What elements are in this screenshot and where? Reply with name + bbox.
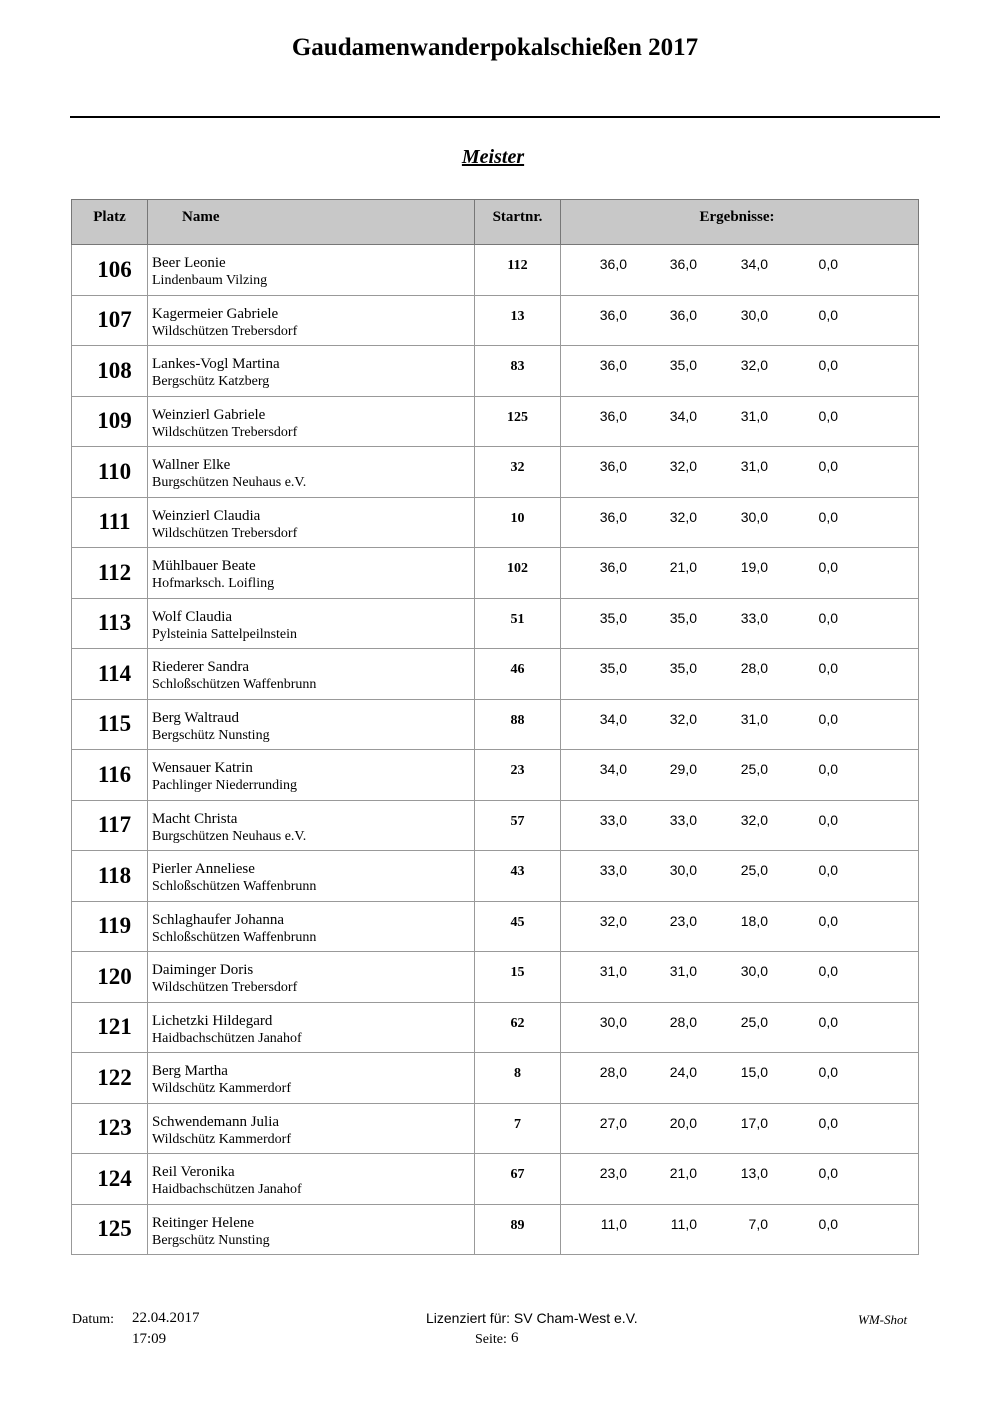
result-value-1: 11,0: [600, 1215, 627, 1232]
result-value-4: 0,0: [818, 660, 838, 676]
table-row: [72, 396, 919, 447]
results-cell: [561, 1002, 919, 1053]
shooter-name: Mühlbauer Beate: [152, 558, 256, 574]
results-cell: [561, 548, 919, 599]
start-number-cell: 125: [475, 396, 561, 447]
rank-cell: 123: [72, 1103, 148, 1154]
table-row: [72, 1053, 919, 1104]
table-row: [72, 851, 919, 902]
shooter-name: Beer Leonie: [152, 255, 226, 271]
rank-cell: 114: [72, 649, 148, 700]
name-cell: [148, 245, 475, 296]
table-row: [72, 497, 919, 548]
results-cell: [561, 1154, 919, 1205]
shooter-name: Riederer Sandra: [152, 659, 250, 675]
name-cell: [148, 1103, 475, 1154]
start-number-cell: 88: [475, 699, 561, 750]
name-cell: [148, 800, 475, 851]
shooter-name: Weinzierl Claudia: [152, 507, 261, 524]
start-number-cell: 32: [475, 447, 561, 498]
results-cell: [561, 1204, 919, 1255]
result-value-3: 34,0: [740, 256, 768, 272]
rank-cell: 116: [72, 750, 148, 801]
start-number-cell: 8: [475, 1053, 561, 1104]
result-value-3: 18,0: [740, 912, 768, 929]
rank-cell: 111: [72, 497, 148, 548]
table-row: [72, 245, 919, 296]
name-cell: [148, 851, 475, 902]
page-title: Gaudamenwanderpokalschießen 2017: [291, 34, 699, 61]
name-cell: [148, 699, 475, 750]
start-number-cell: 89: [475, 1204, 561, 1255]
footer-software: WM-Shot: [858, 1312, 908, 1327]
result-value-3: 30,0: [740, 306, 768, 323]
result-value-3: 32,0: [740, 357, 768, 373]
result-value-3: 25,0: [740, 862, 768, 878]
table-row: [72, 1154, 919, 1205]
results-cell: [561, 800, 919, 851]
rank-cell: 110: [72, 447, 148, 498]
start-number-cell: 45: [475, 901, 561, 952]
result-value-4: 0,0: [818, 1215, 838, 1232]
start-number-cell: 51: [475, 598, 561, 649]
result-value-1: 23,0: [599, 1165, 627, 1181]
result-value-3: 7,0: [748, 1215, 768, 1232]
results-cell: [561, 952, 919, 1003]
result-value-2: 29,0: [669, 761, 697, 777]
table-row: [72, 346, 919, 397]
result-value-2: 24,0: [669, 1064, 697, 1080]
name-cell: [148, 649, 475, 700]
result-value-2: 34,0: [669, 407, 697, 424]
table-row: [72, 598, 919, 649]
result-value-1: 33,0: [599, 811, 627, 828]
footer-page-label: Seite:: [475, 1332, 507, 1347]
result-value-1: 35,0: [599, 609, 627, 626]
results-cell: [561, 447, 919, 498]
result-value-4: 0,0: [818, 862, 838, 878]
shooter-name: Lankes-Vogl Martina: [152, 356, 280, 372]
results-cell: [561, 396, 919, 447]
shooter-name: Macht Christa: [152, 810, 238, 827]
result-value-2: 31,0: [669, 963, 697, 979]
result-value-1: 36,0: [599, 306, 627, 323]
result-value-4: 0,0: [818, 811, 838, 828]
title-divider: [70, 116, 940, 118]
column-header-name: Name: [148, 200, 475, 245]
club-name: Burgschützen Neuhaus e.V.: [152, 475, 307, 490]
results-cell: [561, 901, 919, 952]
club-name: Schloßschützen Waffenbrunn: [152, 677, 317, 692]
start-number-cell: 46: [475, 649, 561, 700]
result-value-2: 36,0: [669, 256, 697, 272]
result-value-4: 0,0: [818, 458, 838, 474]
result-value-4: 0,0: [818, 761, 838, 777]
start-number-cell: 7: [475, 1103, 561, 1154]
table-row: [72, 649, 919, 700]
result-value-1: 33,0: [599, 862, 627, 878]
result-value-1: 34,0: [599, 710, 627, 727]
results-cell: [561, 295, 919, 346]
results-cell: [561, 750, 919, 801]
start-number-cell: 102: [475, 548, 561, 599]
result-value-2: 33,0: [669, 811, 697, 828]
rank-cell: 121: [72, 1002, 148, 1053]
results-cell: [561, 346, 919, 397]
result-value-1: 36,0: [599, 559, 627, 575]
start-number-cell: 112: [475, 245, 561, 296]
name-cell: [148, 901, 475, 952]
name-cell: [148, 447, 475, 498]
name-cell: [148, 396, 475, 447]
result-value-3: 31,0: [740, 458, 768, 474]
footer-date: 22.04.2017: [132, 1310, 200, 1326]
result-value-3: 25,0: [740, 761, 768, 777]
table-row: [72, 1103, 919, 1154]
table-header: [72, 200, 919, 245]
shooter-name: Schwendemann Julia: [152, 1113, 280, 1130]
table-row: [72, 295, 919, 346]
column-header-startnr: Startnr.: [475, 200, 561, 245]
start-number-cell: 23: [475, 750, 561, 801]
rank-cell: 120: [72, 952, 148, 1003]
result-value-4: 0,0: [818, 256, 838, 272]
rank-cell: 117: [72, 800, 148, 851]
club-name: Wildschütz Kammerdorf: [152, 1081, 292, 1096]
footer-time: 17:09: [132, 1331, 167, 1347]
shooter-name: Schlaghaufer Johanna: [152, 911, 285, 928]
club-name: Wildschütz Kammerdorf: [152, 1131, 292, 1147]
result-value-2: 23,0: [669, 912, 697, 929]
club-name: Wildschützen Trebersdorf: [152, 525, 298, 541]
name-cell: [148, 548, 475, 599]
footer-date-label: Datum:: [72, 1312, 114, 1327]
result-value-3: 17,0: [740, 1114, 768, 1131]
result-value-4: 0,0: [818, 1013, 838, 1030]
rank-cell: 124: [72, 1154, 148, 1205]
rank-cell: 106: [72, 245, 148, 296]
result-value-1: 34,0: [599, 761, 627, 777]
rank-cell: 122: [72, 1053, 148, 1104]
result-value-4: 0,0: [818, 963, 838, 979]
club-name: Hofmarksch. Loifling: [152, 576, 275, 591]
table-row: [72, 1002, 919, 1053]
club-name: Wildschützen Trebersdorf: [152, 980, 298, 995]
shooter-name: Daiminger Doris: [152, 962, 254, 978]
result-value-3: 30,0: [740, 508, 768, 525]
shooter-name: Berg Martha: [152, 1063, 228, 1079]
result-value-1: 36,0: [599, 357, 627, 373]
club-name: Bergschütz Nunsting: [152, 1232, 270, 1248]
start-number-cell: 67: [475, 1154, 561, 1205]
start-number-cell: 43: [475, 851, 561, 902]
result-value-1: 35,0: [599, 660, 627, 676]
result-value-2: 30,0: [669, 862, 697, 878]
result-value-2: 11,0: [670, 1215, 697, 1232]
start-number-cell: 15: [475, 952, 561, 1003]
start-number-cell: 62: [475, 1002, 561, 1053]
start-number-cell: 83: [475, 346, 561, 397]
result-value-3: 28,0: [740, 660, 768, 676]
shooter-name: Pierler Anneliese: [152, 861, 255, 877]
result-value-3: 31,0: [740, 710, 768, 727]
results-cell: [561, 649, 919, 700]
start-number-cell: 13: [475, 295, 561, 346]
result-value-4: 0,0: [818, 407, 838, 424]
start-number-cell: 10: [475, 497, 561, 548]
results-cell: [561, 1103, 919, 1154]
column-header-platz: Platz: [72, 200, 148, 245]
column-header-ergebnisse: Ergebnisse:: [561, 200, 919, 245]
results-cell: [561, 598, 919, 649]
result-value-4: 0,0: [818, 1165, 838, 1181]
table-row: [72, 548, 919, 599]
shooter-name: Reil Veronika: [152, 1164, 235, 1180]
table-body: [72, 245, 919, 1255]
name-cell: [148, 1002, 475, 1053]
shooter-name: Lichetzki Hildegard: [152, 1012, 273, 1029]
name-cell: [148, 750, 475, 801]
result-value-1: 31,0: [599, 963, 627, 979]
result-value-2: 28,0: [669, 1013, 697, 1030]
result-value-1: 36,0: [599, 407, 627, 424]
rank-cell: 109: [72, 396, 148, 447]
result-value-2: 35,0: [669, 357, 697, 373]
club-name: Bergschütz Nunsting: [152, 727, 270, 743]
results-cell: [561, 497, 919, 548]
result-value-1: 28,0: [599, 1064, 627, 1080]
result-value-2: 35,0: [669, 609, 697, 626]
start-number-cell: 57: [475, 800, 561, 851]
result-value-4: 0,0: [818, 559, 838, 575]
name-cell: [148, 1154, 475, 1205]
club-name: Pachlinger Niederrunding: [152, 778, 298, 793]
rank-cell: 112: [72, 548, 148, 599]
rank-cell: 119: [72, 901, 148, 952]
result-value-1: 36,0: [599, 458, 627, 474]
result-value-2: 35,0: [669, 660, 697, 676]
shooter-name: Wolf Claudia: [152, 608, 233, 625]
result-value-3: 25,0: [740, 1013, 768, 1030]
result-value-2: 21,0: [669, 559, 697, 575]
header-row: [72, 200, 919, 245]
club-name: Wildschützen Trebersdorf: [152, 424, 298, 440]
results-cell: [561, 245, 919, 296]
result-value-2: 20,0: [669, 1114, 697, 1131]
shooter-name: Kagermeier Gabriele: [152, 305, 279, 322]
result-value-2: 32,0: [669, 710, 697, 727]
result-value-3: 13,0: [740, 1165, 768, 1181]
result-value-1: 30,0: [599, 1013, 627, 1030]
club-name: Haidbachschützen Janahof: [152, 1182, 302, 1197]
club-name: Pylsteinia Sattelpeilnstein: [152, 626, 298, 642]
club-name: Burgschützen Neuhaus e.V.: [152, 828, 307, 844]
result-value-4: 0,0: [818, 710, 838, 727]
results-cell: [561, 699, 919, 750]
name-cell: [148, 346, 475, 397]
result-value-4: 0,0: [818, 357, 838, 373]
club-name: Bergschütz Katzberg: [152, 374, 270, 389]
footer-license: Lizenziert für: SV Cham-West e.V.: [426, 1310, 638, 1326]
name-cell: [148, 952, 475, 1003]
table-row: [72, 1204, 919, 1255]
shooter-name: Berg Waltraud: [152, 709, 239, 726]
result-value-4: 0,0: [818, 1064, 838, 1080]
result-value-3: 30,0: [740, 963, 768, 979]
shooter-name: Weinzierl Gabriele: [152, 406, 266, 423]
footer-page-number: 6: [511, 1330, 519, 1346]
table-row: [72, 447, 919, 498]
result-value-3: 32,0: [740, 811, 768, 828]
section-heading: Meister: [461, 146, 525, 168]
result-value-3: 31,0: [740, 407, 768, 424]
result-value-1: 36,0: [599, 508, 627, 525]
result-value-1: 32,0: [599, 912, 627, 929]
results-cell: [561, 851, 919, 902]
rank-cell: 115: [72, 699, 148, 750]
result-value-3: 15,0: [740, 1064, 768, 1080]
table-row: [72, 952, 919, 1003]
result-value-4: 0,0: [818, 508, 838, 525]
club-name: Wildschützen Trebersdorf: [152, 323, 298, 339]
club-name: Schloßschützen Waffenbrunn: [152, 929, 317, 945]
result-value-2: 32,0: [669, 508, 697, 525]
name-cell: [148, 598, 475, 649]
result-value-1: 27,0: [599, 1114, 627, 1131]
shooter-name: Reitinger Helene: [152, 1214, 255, 1231]
table-row: [72, 750, 919, 801]
result-value-2: 32,0: [669, 458, 697, 474]
club-name: Haidbachschützen Janahof: [152, 1030, 302, 1046]
rank-cell: 107: [72, 295, 148, 346]
result-value-4: 0,0: [818, 912, 838, 929]
result-value-3: 19,0: [740, 559, 768, 575]
rank-cell: 113: [72, 598, 148, 649]
table-row: [72, 800, 919, 851]
table-row: [72, 699, 919, 750]
result-value-2: 36,0: [669, 306, 697, 323]
name-cell: [148, 497, 475, 548]
result-value-3: 33,0: [740, 609, 768, 626]
rank-cell: 118: [72, 851, 148, 902]
result-value-4: 0,0: [818, 609, 838, 626]
result-value-2: 21,0: [669, 1165, 697, 1181]
result-value-1: 36,0: [599, 256, 627, 272]
result-value-4: 0,0: [818, 1114, 838, 1131]
results-table: [71, 199, 919, 1255]
name-cell: [148, 1204, 475, 1255]
shooter-name: Wensauer Katrin: [152, 760, 253, 776]
name-cell: [148, 1053, 475, 1104]
rank-cell: 125: [72, 1204, 148, 1255]
shooter-name: Wallner Elke: [152, 457, 231, 473]
name-cell: [148, 295, 475, 346]
results-cell: [561, 1053, 919, 1104]
club-name: Schloßschützen Waffenbrunn: [152, 879, 317, 894]
club-name: Lindenbaum Vilzing: [152, 273, 268, 288]
result-value-4: 0,0: [818, 306, 838, 323]
table-row: [72, 901, 919, 952]
rank-cell: 108: [72, 346, 148, 397]
